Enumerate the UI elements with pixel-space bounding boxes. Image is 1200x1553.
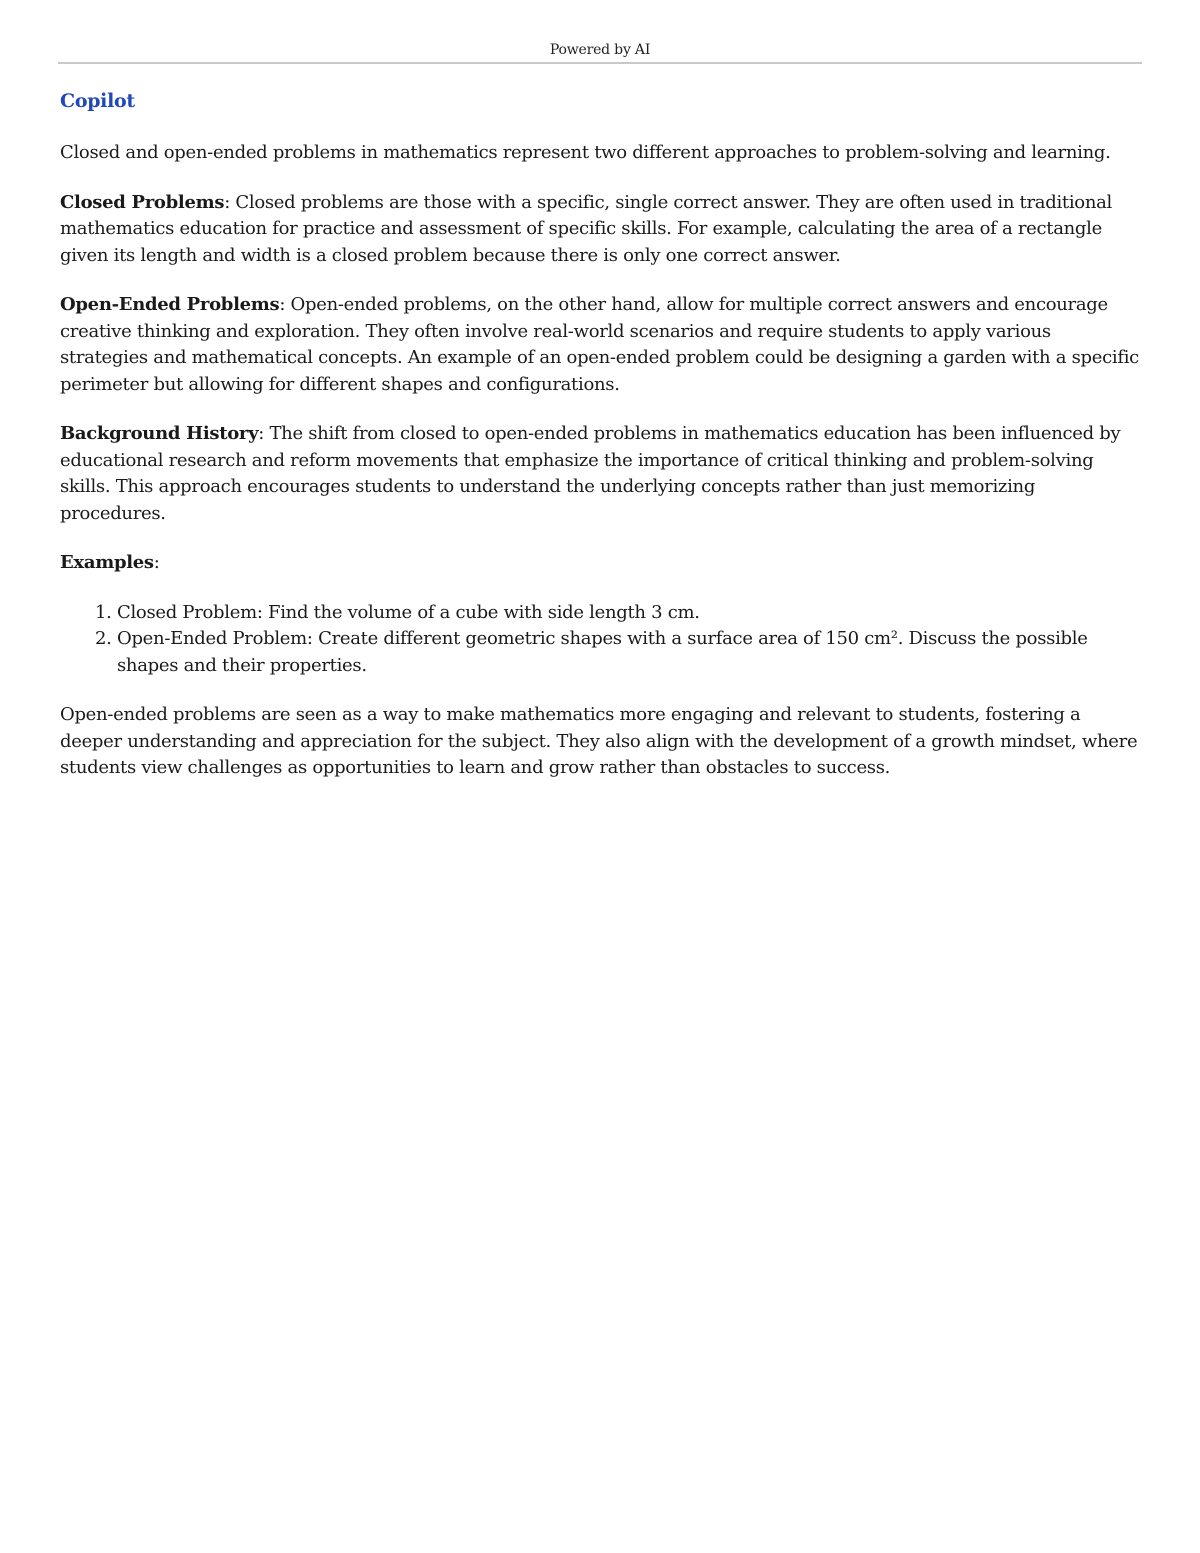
- examples-term: Examples: [60, 552, 154, 573]
- conclusion-paragraph: Open-ended problems are seen as a way to make mathematics more engaging and relevant to students, fostering a deeper understanding and appreciation for the subject. They also align with the development of a growth mindset, where students view challenges as opportunities to learn and grow rather than obstacles to success.: [60, 704, 1138, 778]
- examples-heading: [60, 550, 1140, 577]
- document-body: [60, 86, 1140, 805]
- open-ended-problems-paragraph: [60, 292, 1140, 398]
- background-history-term: Background History: [60, 423, 259, 444]
- example-item-closed: 1. Closed Problem: Find the volume of a cube with side length 3 cm.: [117, 600, 1140, 627]
- examples-list: [60, 600, 1140, 680]
- header-divider: [58, 62, 1142, 64]
- closed-problems-text: : Closed problems are those with a specific, single correct answer. They are often used in traditional mathematics education for practice and assessment of specific skills. For example, calculating the area of a rectangle given its length and width is a closed problem because there is only one correct answer.: [60, 191, 1113, 266]
- background-history-paragraph: [60, 421, 1140, 527]
- intro-paragraph: Closed and open-ended problems in mathematics represent two different approaches to problem-solving and learning.: [60, 142, 1111, 163]
- closed-problems-term: Closed Problems: [60, 191, 225, 213]
- examples-colon: :: [153, 552, 160, 573]
- open-ended-problems-term: Open-Ended Problems: [60, 294, 280, 315]
- background-history-text: : The shift from closed to open-ended problems in mathematics education has been influenced by educational research and reform movements that emphasize the importance of critical thinking and problem-solving skills. This approach encourages students to understand the underlying concepts rather than just memorizing procedures.: [60, 423, 1121, 524]
- page-header: Powered by AI: [549, 42, 651, 58]
- open-ended-problems-text: : Open-ended problems, on the other hand, allow for multiple correct answers and encourage creative thinking and exploration. They often involve real-world scenarios and require students to apply various strategies and mathematical concepts. An example of an open-ended problem could be designing a garden with a specific perimeter but allowing for different shapes and configurations.: [60, 294, 1139, 395]
- closed-problems-paragraph: [60, 190, 1140, 270]
- brand-title: Copilot: [60, 90, 135, 112]
- example-item-open-ended: 2. Open-Ended Problem: Create different geometric shapes with a surface area of 150 cm². Discuss the possible shapes and their properties.: [117, 626, 1140, 679]
